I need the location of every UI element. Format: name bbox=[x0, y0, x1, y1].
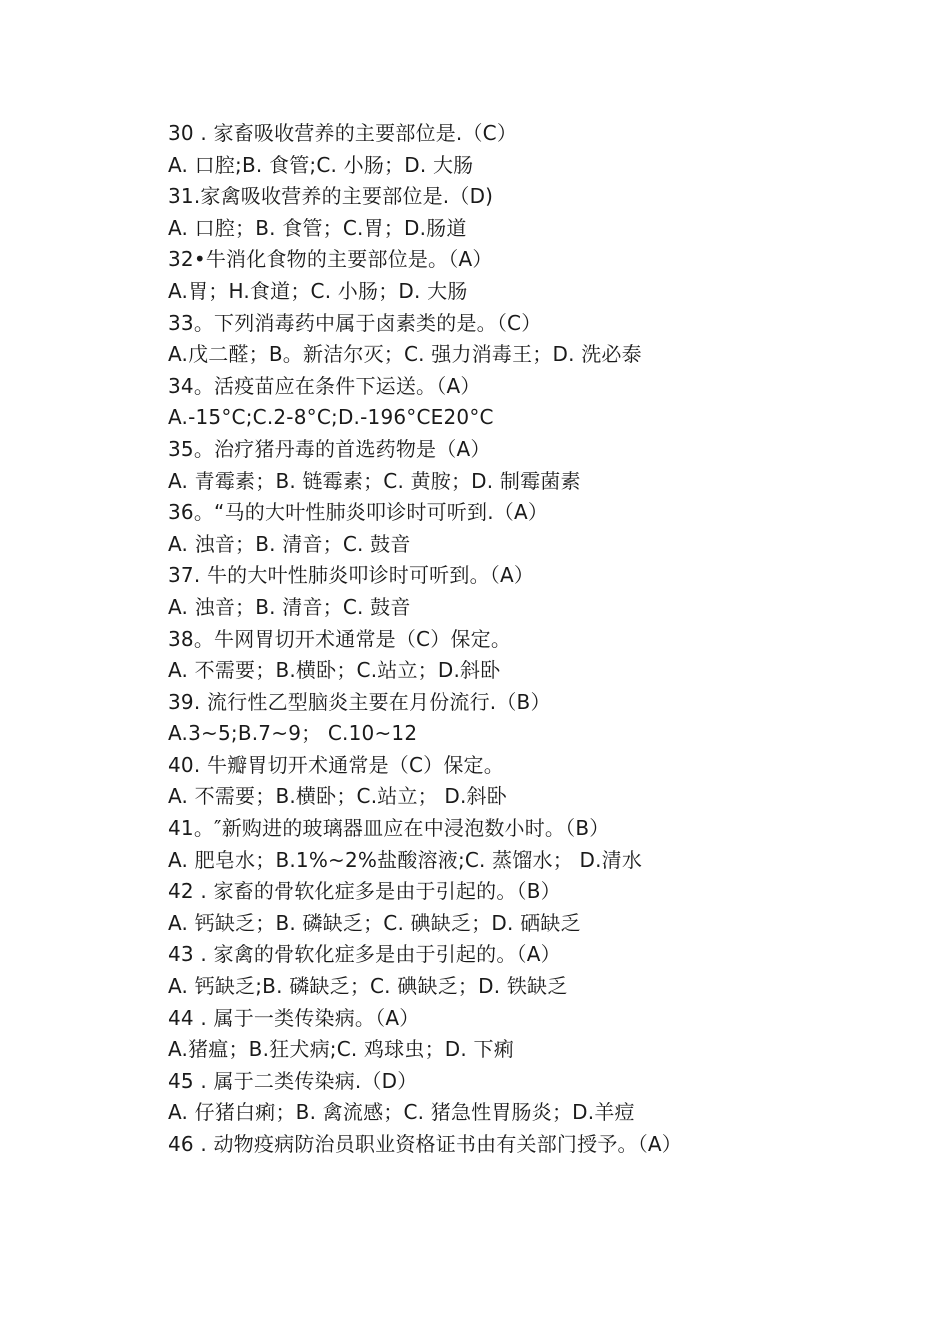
question-44-stem: 44 . 属于一类传染病。（A） bbox=[168, 1005, 420, 1030]
question-43-options: A. 钙缺乏;B. 磷缺乏；C. 碘缺乏；D. 铁缺乏 bbox=[168, 974, 568, 999]
question-37-options: A. 浊音；B. 清音；C. 鼓音 bbox=[168, 594, 411, 619]
question-33-stem: 33。下列消毒药中属于卤素类的是。（C） bbox=[168, 310, 542, 335]
question-30-options: A. 口腔;B. 食管;C. 小肠；D. 大肠 bbox=[168, 152, 474, 177]
question-41-options: A. 肥皂水；B.1%~2%盐酸溶液;C. 蒸馏水； D.清水 bbox=[168, 847, 643, 872]
question-40-options: A. 不需要；B.横卧；C.站立； D.斜卧 bbox=[168, 784, 507, 809]
question-31-options: A. 口腔；B. 食管；C.胃；D.肠道 bbox=[168, 215, 467, 240]
question-44-options: A.猪瘟；B.狂犬病;C. 鸡球虫；D. 下痢 bbox=[168, 1037, 514, 1062]
question-30-stem: 30 . 家畜吸收营养的主要部位是.（C） bbox=[168, 121, 518, 145]
question-32-options: A.胃；H.食道；C. 小肠；D. 大肠 bbox=[168, 278, 468, 303]
question-45-options: A. 仔猪白痢；B. 禽流感；C. 猪急性胃肠炎；D.羊痘 bbox=[168, 1100, 635, 1125]
question-40-stem: 40. 牛瓣胃切开术通常是（C）保定。 bbox=[168, 752, 504, 777]
question-36-options: A. 浊音；B. 清音；C. 鼓音 bbox=[168, 531, 411, 556]
question-46-stem: 46 . 动物疫病防治员职业资格证书由有关部门授予。（A） bbox=[168, 1132, 683, 1156]
question-38-options: A. 不需要；B.横卧；C.站立；D.斜卧 bbox=[168, 658, 501, 683]
question-43-stem: 43 . 家禽的骨软化症多是由于引起的。（A） bbox=[168, 942, 561, 967]
question-35-stem: 35。治疗猪丹毒的首选药物是（A） bbox=[168, 436, 491, 461]
question-38-stem: 38。牛网胃切开术通常是（C）保定。 bbox=[168, 626, 512, 651]
question-37-stem: 37. 牛的大叶性肺炎叩诊时可听到。（A） bbox=[168, 563, 535, 588]
question-39-options: A.3~5;B.7~9； C.10~12 bbox=[168, 721, 418, 746]
question-34-options: A.-15°C;C.2-8°C;D.-196°CE20°C bbox=[168, 405, 494, 430]
question-33-options: A.戊二醛；B。新洁尔灭；C. 强力消毒王；D. 洗必泰 bbox=[168, 342, 642, 367]
question-31-stem: 31.家禽吸收营养的主要部位是.（D) bbox=[168, 184, 494, 209]
question-list bbox=[168, 118, 908, 1161]
question-39-stem: 39. 流行性乙型脑炎主要在月份流行.（B） bbox=[168, 689, 551, 714]
question-41-stem: 41。″新购进的玻璃器皿应在中浸泡数小时。（B） bbox=[168, 816, 610, 841]
question-32-stem: 32•牛消化食物的主要部位是。（A） bbox=[168, 247, 493, 272]
question-45-stem: 45 . 属于二类传染病.（D） bbox=[168, 1068, 418, 1093]
question-36-stem: 36。“马的大叶性肺炎叩诊时可听到.（A） bbox=[168, 500, 549, 525]
question-42-stem: 42 . 家畜的骨软化症多是由于引起的。（B） bbox=[168, 879, 561, 904]
question-42-options: A. 钙缺乏；B. 磷缺乏；C. 碘缺乏；D. 硒缺乏 bbox=[168, 910, 581, 935]
question-35-options: A. 青霉素；B. 链霉素；C. 黄胺；D. 制霉菌素 bbox=[168, 468, 581, 493]
question-34-stem: 34。活疫苗应在条件下运送。（A） bbox=[168, 373, 481, 398]
